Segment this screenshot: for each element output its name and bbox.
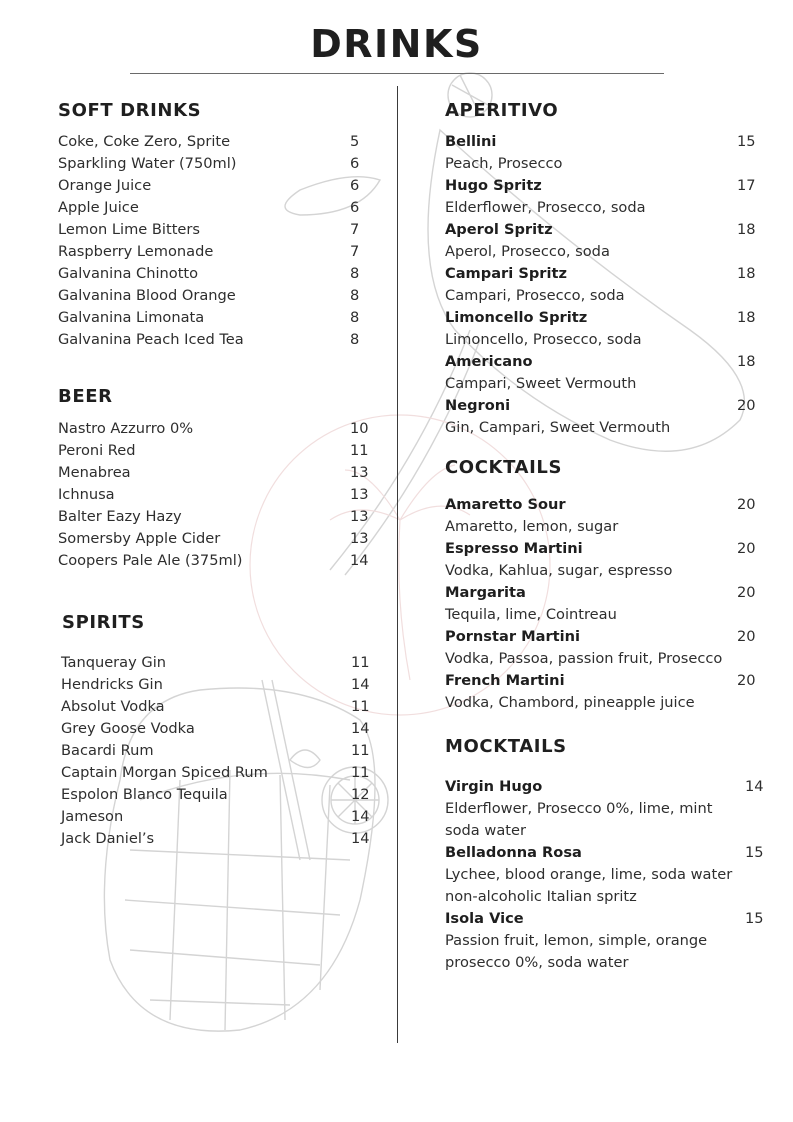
menu-item: [445, 263, 767, 285]
item-price: 15: [737, 133, 756, 150]
item-price: 8: [350, 309, 360, 326]
item-name: Sparkling Water (750ml): [58, 155, 237, 172]
menu-item: [61, 674, 371, 696]
item-name: Captain Morgan Spiced Rum: [61, 764, 268, 781]
title-divider: [130, 73, 664, 74]
item-name: Negroni: [445, 397, 511, 414]
item-description: Vodka, Kahlua, sugar, espresso: [445, 562, 673, 579]
item-name: Pornstar Martini: [445, 628, 581, 645]
item-name: Lemon Lime Bitters: [58, 221, 200, 238]
menu-item: [445, 307, 767, 329]
item-price: 20: [737, 540, 756, 557]
item-name: Margarita: [445, 584, 526, 601]
menu-item: [61, 762, 371, 784]
item-price: 14: [351, 808, 370, 825]
item-name: Peroni Red: [58, 442, 136, 459]
item-description: prosecco 0%, soda water: [445, 954, 629, 971]
item-price: 18: [737, 221, 756, 238]
menu-item: [61, 740, 371, 762]
item-name: Galvanina Chinotto: [58, 265, 199, 282]
item-price: 14: [351, 830, 370, 847]
item-price: 5: [350, 133, 360, 150]
item-price: 8: [350, 287, 360, 304]
item-price: 7: [350, 243, 360, 260]
section-title-soft-drinks: SOFT DRINKS: [58, 100, 202, 121]
item-name: Amaretto Sour: [445, 496, 566, 513]
menu-item: [58, 506, 370, 528]
menu-item: [61, 718, 371, 740]
item-name: Apple Juice: [58, 199, 139, 216]
item-name: French Martini: [445, 672, 565, 689]
item-name: Espresso Martini: [445, 540, 583, 557]
item-name: Balter Eazy Hazy: [58, 508, 182, 525]
item-description: Elderflower, Prosecco 0%, lime, mint: [445, 800, 713, 817]
item-name: Galvanina Limonata: [58, 309, 205, 326]
item-name: Jameson: [61, 808, 124, 825]
section-title-beer: BEER: [58, 386, 113, 407]
menu-item: [58, 153, 370, 175]
item-name: Absolut Vodka: [61, 698, 165, 715]
column-divider: [397, 86, 398, 1043]
menu-item: [61, 806, 371, 828]
item-price: 14: [745, 778, 764, 795]
item-price: 10: [350, 420, 369, 437]
item-description: Gin, Campari, Sweet Vermouth: [445, 419, 671, 436]
item-description: Passion fruit, lemon, simple, orange: [445, 932, 708, 949]
menu-item: [445, 626, 767, 648]
menu-item: [58, 219, 370, 241]
item-name: Tanqueray Gin: [61, 654, 167, 671]
item-name: Orange Juice: [58, 177, 152, 194]
item-price: 14: [351, 676, 370, 693]
item-name: Jack Daniel’s: [61, 830, 155, 847]
menu-item: [445, 670, 767, 692]
item-price: 11: [351, 654, 370, 671]
menu-item: [58, 462, 370, 484]
menu-item: [58, 550, 370, 572]
menu-item: [58, 285, 370, 307]
menu-item: [445, 582, 767, 604]
item-name: Aperol Spritz: [445, 221, 553, 238]
item-price: 13: [350, 530, 369, 547]
item-name: Ichnusa: [58, 486, 115, 503]
item-name: Raspberry Lemonade: [58, 243, 214, 260]
item-description: Tequila, lime, Cointreau: [445, 606, 617, 623]
menu-item: [58, 528, 370, 550]
item-description: Limoncello, Prosecco, soda: [445, 331, 642, 348]
item-description: Aperol, Prosecco, soda: [445, 243, 610, 260]
menu-item: [445, 395, 767, 417]
item-price: 13: [350, 486, 369, 503]
section-title-cocktails: COCKTAILS: [445, 457, 563, 478]
item-name: Somersby Apple Cider: [58, 530, 221, 547]
item-name: Espolon Blanco Tequila: [61, 786, 228, 803]
item-description: Peach, Prosecco: [445, 155, 563, 172]
item-price: 6: [350, 199, 360, 216]
item-description: Lychee, blood orange, lime, soda water: [445, 866, 733, 883]
item-price: 17: [737, 177, 756, 194]
item-price: 20: [737, 628, 756, 645]
item-name: Coke, Coke Zero, Sprite: [58, 133, 231, 150]
item-name: Limoncello Spritz: [445, 309, 588, 326]
section-title-mocktails: MOCKTAILS: [445, 736, 567, 757]
menu-item: [58, 307, 370, 329]
item-price: 13: [350, 508, 369, 525]
menu-item: [445, 131, 767, 153]
menu-item: [61, 652, 371, 674]
item-price: 18: [737, 265, 756, 282]
menu-item: [61, 784, 371, 806]
item-price: 11: [351, 742, 370, 759]
menu-item: [445, 219, 767, 241]
item-name: Virgin Hugo: [445, 778, 543, 795]
item-price: 7: [350, 221, 360, 238]
item-name: Belladonna Rosa: [445, 844, 582, 861]
item-name: Grey Goose Vodka: [61, 720, 195, 737]
menu-item: [445, 175, 767, 197]
menu-item: [58, 175, 370, 197]
menu-item: [445, 351, 767, 373]
item-price: 14: [350, 552, 369, 569]
item-description: non-alcoholic Italian spritz: [445, 888, 637, 905]
item-description: Campari, Sweet Vermouth: [445, 375, 637, 392]
item-price: 15: [745, 910, 764, 927]
item-description: soda water: [445, 822, 526, 839]
menu-item: [445, 494, 767, 516]
item-name: Bellini: [445, 133, 497, 150]
item-price: 15: [745, 844, 764, 861]
item-name: Galvanina Peach Iced Tea: [58, 331, 244, 348]
item-name: Nastro Azzurro 0%: [58, 420, 194, 437]
item-price: 18: [737, 309, 756, 326]
menu-item: [445, 776, 775, 798]
item-price: 20: [737, 397, 756, 414]
menu-item: [61, 696, 371, 718]
item-price: 11: [350, 442, 369, 459]
menu-item: [58, 241, 370, 263]
item-name: Isola Vice: [445, 910, 524, 927]
menu-item: [58, 263, 370, 285]
menu-item: [58, 131, 370, 153]
item-description: Campari, Prosecco, soda: [445, 287, 625, 304]
item-price: 11: [351, 698, 370, 715]
item-name: Galvanina Blood Orange: [58, 287, 236, 304]
menu-item: [445, 908, 775, 930]
item-price: 11: [351, 764, 370, 781]
page-title: DRINKS: [310, 22, 483, 66]
item-name: Bacardi Rum: [61, 742, 154, 759]
item-description: Elderflower, Prosecco, soda: [445, 199, 646, 216]
item-name: Americano: [445, 353, 533, 370]
item-price: 20: [737, 584, 756, 601]
section-title-spirits: SPIRITS: [62, 612, 145, 633]
item-price: 13: [350, 464, 369, 481]
menu-item: [61, 828, 371, 850]
menu-item: [58, 484, 370, 506]
item-name: Menabrea: [58, 464, 131, 481]
item-price: 14: [351, 720, 370, 737]
menu-item: [58, 418, 370, 440]
item-price: 20: [737, 672, 756, 689]
menu-item: [445, 538, 767, 560]
item-price: 8: [350, 265, 360, 282]
item-name: Hugo Spritz: [445, 177, 542, 194]
section-title-aperitivo: APERITIVO: [445, 100, 559, 121]
item-name: Coopers Pale Ale (375ml): [58, 552, 243, 569]
item-description: Vodka, Passoa, passion fruit, Prosecco: [445, 650, 723, 667]
menu-item: [58, 197, 370, 219]
item-price: 8: [350, 331, 360, 348]
item-price: 12: [351, 786, 370, 803]
item-name: Campari Spritz: [445, 265, 567, 282]
item-price: 20: [737, 496, 756, 513]
item-description: Amaretto, lemon, sugar: [445, 518, 619, 535]
menu-item: [58, 440, 370, 462]
menu-item: [445, 842, 775, 864]
item-price: 6: [350, 155, 360, 172]
item-price: 6: [350, 177, 360, 194]
item-name: Hendricks Gin: [61, 676, 163, 693]
item-description: Vodka, Chambord, pineapple juice: [445, 694, 695, 711]
menu-item: [58, 329, 370, 351]
item-price: 18: [737, 353, 756, 370]
